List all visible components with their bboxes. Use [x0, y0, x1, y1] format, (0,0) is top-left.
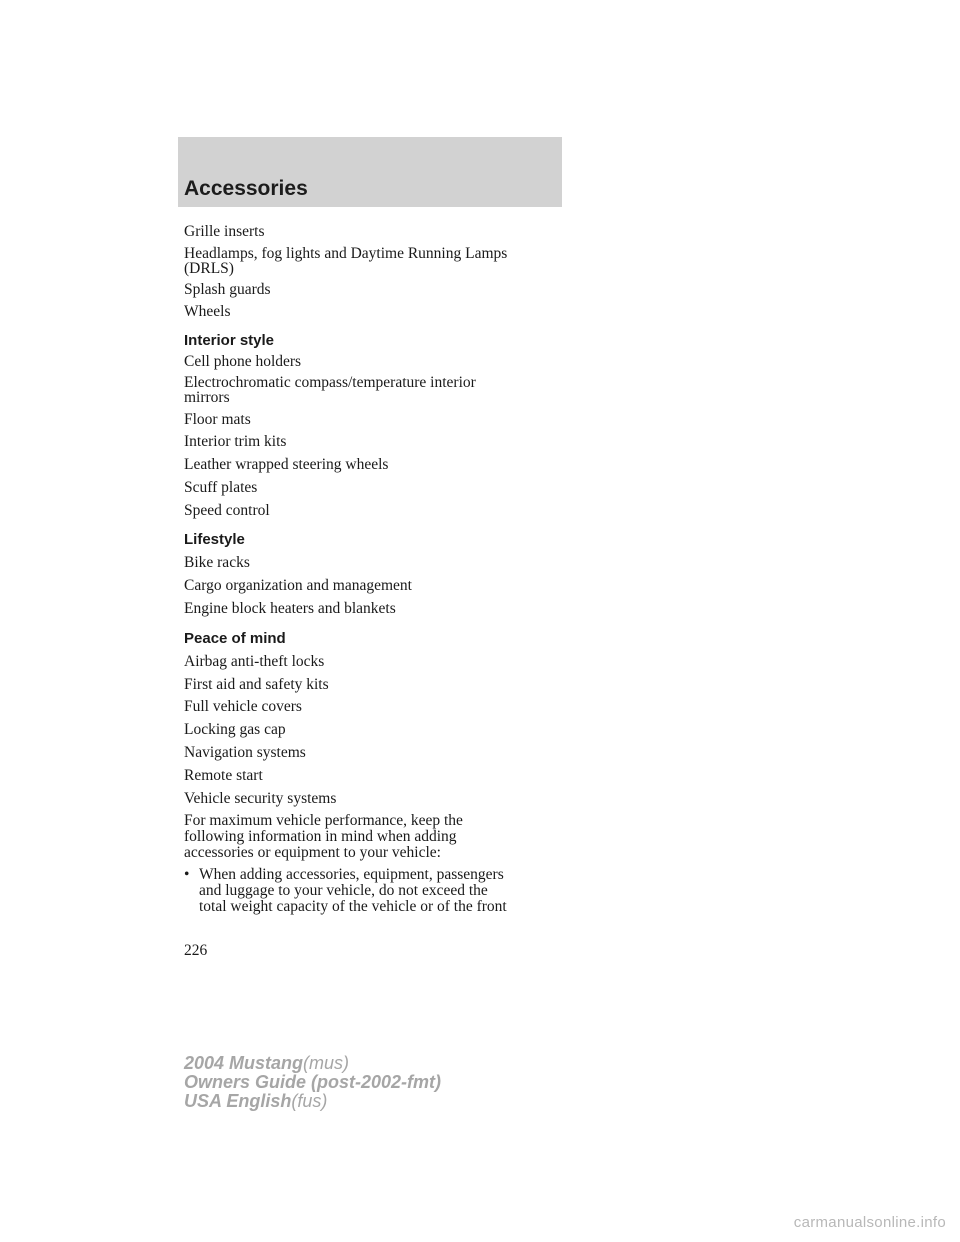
list-item: Leather wrapped steering wheels	[184, 456, 389, 473]
list-item: Wheels	[184, 303, 231, 320]
list-item: Cell phone holders	[184, 353, 302, 370]
list-item: Bike racks	[184, 554, 250, 571]
list-item: Scuff plates	[184, 479, 258, 496]
list-item: (DRLS)	[184, 260, 234, 277]
list-item: Grille inserts	[184, 223, 265, 240]
list-item: Vehicle security systems	[184, 790, 337, 807]
bullet-text-line: When adding accessories, equipment, passengers	[199, 866, 504, 883]
list-item: Headlamps, fog lights and Daytime Running Lamps	[184, 245, 508, 262]
list-item: Navigation systems	[184, 744, 306, 761]
paragraph-line: following information in mind when adding	[184, 828, 457, 845]
list-item: Full vehicle covers	[184, 698, 302, 715]
bullet-icon: •	[184, 866, 190, 883]
list-item: Locking gas cap	[184, 721, 286, 738]
bullet-text-line: and luggage to your vehicle, do not exceed the	[199, 882, 488, 899]
footer-line-language	[184, 1092, 441, 1111]
list-item: Splash guards	[184, 281, 271, 298]
footer-language-code: (fus)	[291, 1091, 328, 1111]
list-item: Cargo organization and management	[184, 577, 412, 594]
bullet-text-line: total weight capacity of the vehicle or of the front	[199, 898, 507, 915]
section-title: Accessories	[184, 177, 308, 200]
footer-model-code: (mus)	[303, 1053, 350, 1073]
list-item: Floor mats	[184, 411, 251, 428]
footer-model: 2004 Mustang	[184, 1053, 304, 1073]
footer-language: USA English	[184, 1091, 292, 1111]
subheading-peace-of-mind: Peace of mind	[184, 630, 286, 647]
document-footer	[184, 1054, 441, 1111]
list-item: Interior trim kits	[184, 433, 287, 450]
paragraph-line: accessories or equipment to your vehicle:	[184, 844, 441, 861]
list-item: mirrors	[184, 389, 230, 406]
list-item: Airbag anti-theft locks	[184, 653, 325, 670]
page-number: 226	[184, 942, 208, 959]
list-item: Electrochromatic compass/temperature interior	[184, 374, 476, 391]
subheading-lifestyle: Lifestyle	[184, 531, 245, 548]
list-item: First aid and safety kits	[184, 676, 329, 693]
list-item: Engine block heaters and blankets	[184, 600, 396, 617]
list-item: Remote start	[184, 767, 263, 784]
subheading-interior-style: Interior style	[184, 332, 275, 349]
footer-guide: Owners Guide (post-2002-fmt)	[184, 1072, 442, 1092]
watermark: carmanualsonline.info	[793, 1214, 946, 1231]
footer-line-model	[184, 1054, 441, 1073]
list-item: Speed control	[184, 502, 270, 519]
paragraph-line: For maximum vehicle performance, keep the	[184, 812, 463, 829]
